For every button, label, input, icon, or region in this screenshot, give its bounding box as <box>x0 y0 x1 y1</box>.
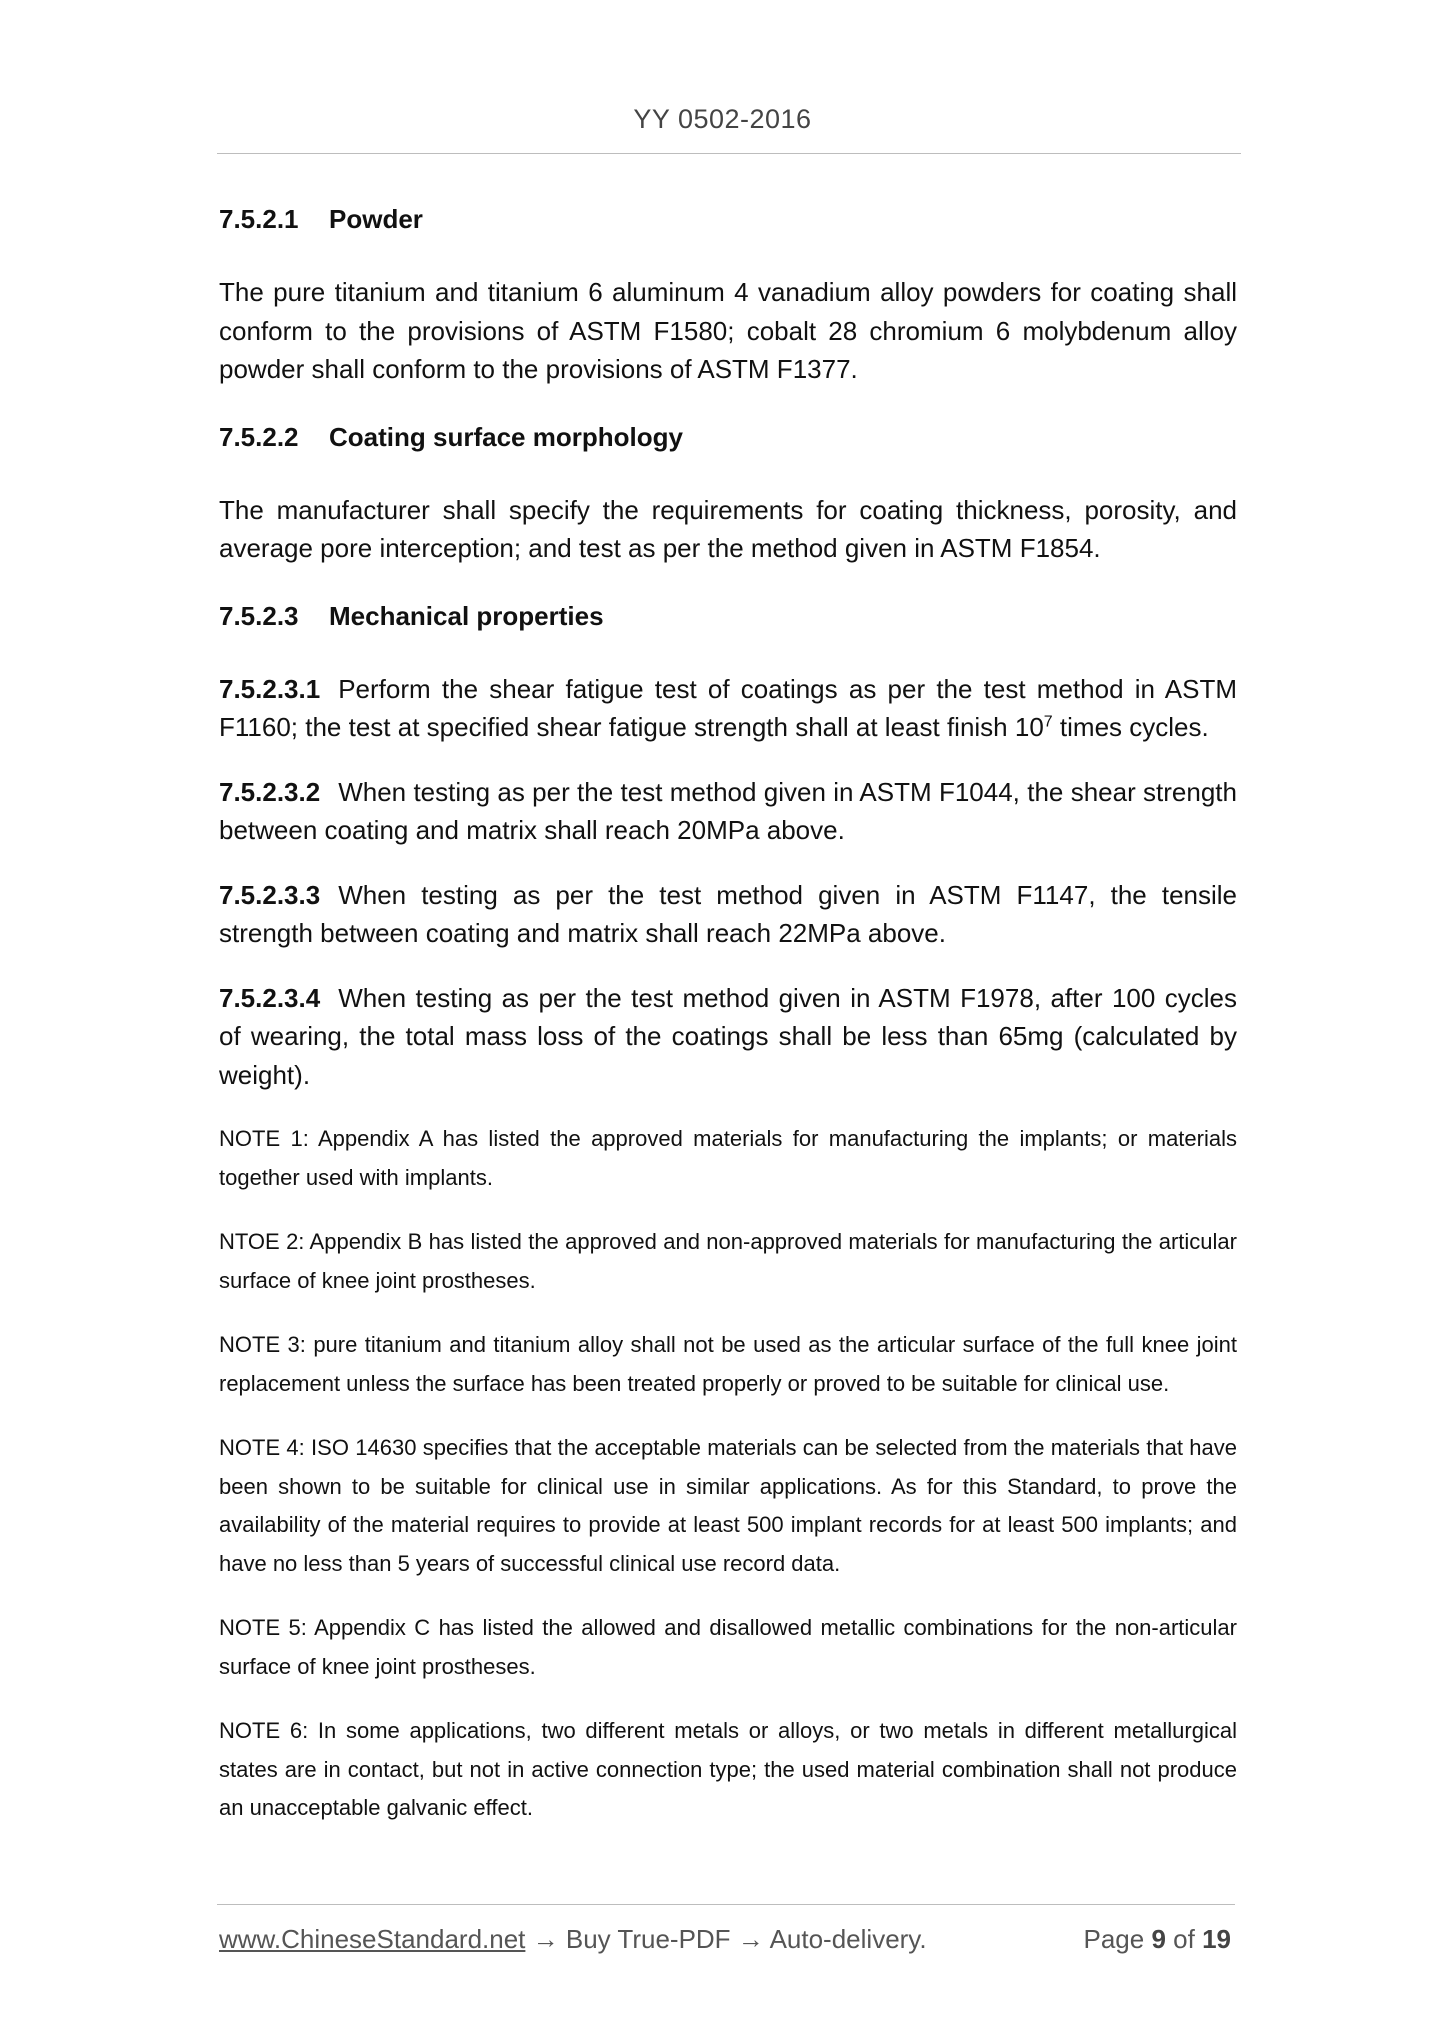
section-title: Coating surface morphology <box>329 421 683 452</box>
note-3: NOTE 3: pure titanium and titanium alloy shall not be used as the articular surface of the full knee joint replacement unless the surface has been treated properly or proved to be suitable for clinical use. <box>219 1332 1237 1396</box>
clause-text: Perform the shear fatigue test of coatings as per the test method in ASTM F1160; the test at specified shear fatigue strength shall at least finish 10 <box>219 673 1237 742</box>
clause-text: When testing as per the test method given in ASTM F1147, the tensile strength between coating and matrix shall reach 22MPa above. <box>219 879 1237 948</box>
clause-number: 7.5.2.3.3 <box>219 879 321 910</box>
clause-shear-fatigue <box>219 670 1237 747</box>
clause-tensile-strength <box>219 876 1237 953</box>
section-heading-mechanical-properties <box>219 594 1237 638</box>
website-link[interactable]: www.ChineseStandard.net <box>219 1924 526 1954</box>
paragraph-powder: The pure titanium and titanium 6 aluminum 4 vanadium alloy powders for coating shall conform to the provisions of ASTM F1580; cobalt 28 chromium 6 molybdenum alloy powder shall conform to the provisions of ASTM F1377. <box>219 277 1237 384</box>
section-title: Mechanical properties <box>329 600 604 631</box>
clause-number: 7.5.2.3.2 <box>219 776 321 807</box>
note-6: NOTE 6: In some applications, two different metals or alloys, or two metals in different metallurgical states are in contact, but not in active connection type; the used material combination shall not produce an unacceptable galvanic effect. <box>219 1718 1237 1820</box>
clause-text: When testing as per the test method given in ASTM F1044, the shear strength between coating and matrix shall reach 20MPa above. <box>219 776 1237 845</box>
clause-number: 7.5.2.3.1 <box>219 673 321 704</box>
clause-text-end: times cycles. <box>1052 712 1209 742</box>
section-number: 7.5.2.1 <box>219 204 299 234</box>
note-4: NOTE 4: ISO 14630 specifies that the acceptable materials can be selected from the materials that have been shown to be suitable for clinical use in similar applications. As for this Standard, to prove the availability of the material requires to provide at least 500 implant records for at least 500 implants; and have no less than 5 years of successful clinical use record data. <box>219 1435 1237 1576</box>
clause-superscript: 7 <box>1043 713 1053 731</box>
section-heading-coating-morphology <box>219 415 1237 459</box>
section-title: Powder <box>329 204 423 234</box>
note-5: NOTE 5: Appendix C has listed the allowed and disallowed metallic combinations for the non-articular surface of knee joint prostheses. <box>219 1615 1237 1679</box>
clause-text: When testing as per the test method given in ASTM F1978, after 100 cycles of wearing, the total mass loss of the coatings shall be less than 65mg (calculated by weight). <box>219 982 1237 1090</box>
header-divider <box>217 153 1241 154</box>
footer-divider <box>217 1904 1235 1905</box>
section-heading-powder <box>219 197 1237 241</box>
page-footer <box>219 1924 1231 1955</box>
document-header-title: YY 0502-2016 <box>633 104 812 134</box>
page-label: Page <box>1083 1924 1145 1954</box>
footer-tagline: → Buy True-PDF → Auto-delivery. <box>525 1924 927 1954</box>
page-of-label: of <box>1173 1924 1195 1954</box>
page-number <box>1083 1924 1231 1955</box>
clause-wear-mass-loss <box>219 979 1237 1095</box>
section-number: 7.5.2.2 <box>219 421 299 452</box>
clause-shear-strength <box>219 773 1237 850</box>
note-1: NOTE 1: Appendix A has listed the approved materials for manufacturing the implants; or materials together used with implants. <box>219 1126 1237 1190</box>
note-2: NTOE 2: Appendix B has listed the approved and non-approved materials for manufacturing the articular surface of knee joint prostheses. <box>219 1229 1237 1293</box>
section-number: 7.5.2.3 <box>219 600 299 631</box>
document-body <box>219 197 1237 1854</box>
clause-number: 7.5.2.3.4 <box>219 982 321 1013</box>
page-current: 9 <box>1151 1924 1166 1954</box>
page-total: 19 <box>1202 1924 1231 1954</box>
paragraph-coating-morphology: The manufacturer shall specify the requirements for coating thickness, porosity, and average pore interception; and test as per the method given in ASTM F1854. <box>219 494 1237 563</box>
